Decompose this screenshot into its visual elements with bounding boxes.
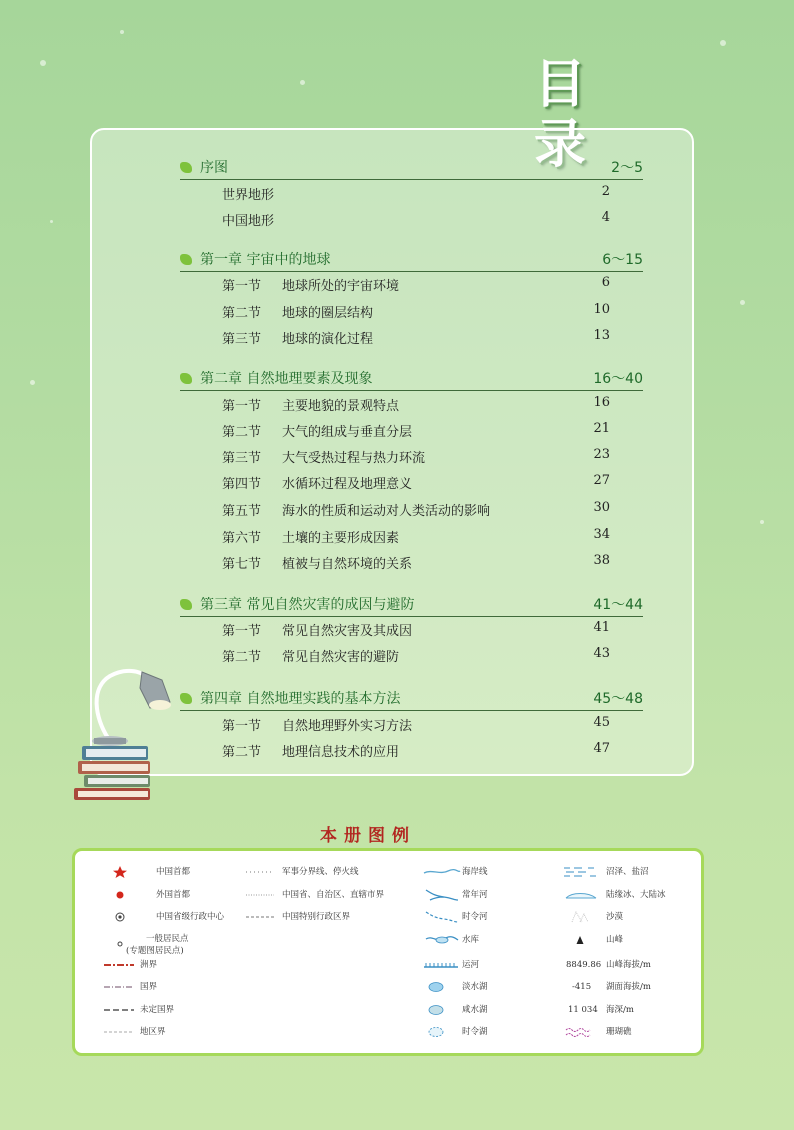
legend-label: 中国首都 (156, 867, 191, 877)
light-dashed-line-icon (100, 1025, 144, 1039)
leaf-bullet-icon (180, 254, 192, 265)
toc-chapter-1[interactable] (180, 247, 643, 272)
entry-title: 中国地形 (222, 214, 275, 229)
freshwater-lake-icon (422, 980, 466, 994)
legend-label: 运河 (462, 960, 480, 970)
chapter-title: 第一章 宇宙中的地球 (200, 252, 331, 268)
legend-item-reservoir (422, 932, 572, 948)
entry-title: 地球的演化过程 (282, 332, 374, 347)
legend-label: 水库 (462, 935, 480, 945)
legend-label: 珊瑚礁 (606, 1027, 632, 1037)
entry-title: 大气的组成与垂直分层 (282, 425, 413, 440)
entry-title: 土壤的主要形成因素 (282, 531, 400, 546)
legend-label: 军事分界线、停火线 (282, 867, 359, 877)
red-star-icon (100, 865, 144, 879)
toc-entry[interactable] (222, 275, 610, 295)
toc-entry[interactable] (222, 553, 610, 573)
toc-entry[interactable] (222, 395, 610, 415)
legend-item-perennial-river (422, 887, 572, 903)
legend-label: 淡水湖 (462, 982, 488, 992)
toc-entry[interactable] (222, 302, 610, 322)
entry-section: 第七节 (222, 557, 262, 572)
entry-section: 第二节 (222, 306, 262, 321)
entry-section: 第一节 (222, 719, 262, 734)
leaf-bullet-icon (180, 373, 192, 384)
toc-entry[interactable] (222, 184, 610, 204)
toc-entry[interactable] (222, 210, 610, 230)
legend-item-peak (562, 932, 712, 948)
entry-title: 自然地理野外实习方法 (282, 719, 413, 734)
entry-section: 第三节 (222, 451, 262, 466)
chapter-title: 第二章 自然地理要素及现象 (200, 371, 373, 387)
legend-label: 沙漠 (606, 912, 624, 922)
chapter-pages: 41～44 (593, 597, 643, 613)
canal-icon (422, 958, 466, 972)
legend-item-seasonal-river (422, 909, 572, 925)
legend-item-sar-boundary (244, 909, 414, 925)
entry-page: 27 (593, 473, 610, 488)
ice-icon (562, 888, 606, 902)
legend-label: 海深/m (606, 1005, 634, 1015)
background-sparkle (720, 40, 726, 46)
legend-label-secondary: (专题图居民点) (126, 946, 184, 956)
entry-title: 水循环过程及地理意义 (282, 477, 413, 492)
legend-label: 咸水湖 (462, 1005, 488, 1015)
leaf-bullet-icon (180, 599, 192, 610)
toc-entry[interactable] (222, 620, 610, 640)
toc-chapter-3[interactable] (180, 592, 643, 617)
legend-item-provincial-boundary (244, 887, 414, 903)
toc-chapter-0[interactable] (180, 155, 643, 180)
chapter-pages: 45～48 (593, 691, 643, 707)
background-sparkle (50, 220, 53, 223)
legend-label: 洲界 (140, 960, 158, 970)
legend-label: 外国首都 (156, 890, 191, 900)
entry-page: 13 (593, 328, 610, 343)
legend-item-settlement (100, 931, 250, 959)
legend-item-coral-reef (562, 1024, 712, 1040)
entry-section: 第五节 (222, 504, 262, 519)
toc-entry[interactable] (222, 421, 610, 441)
legend-value: 8849.86 (566, 960, 602, 970)
toc-entry[interactable] (222, 500, 610, 520)
entry-section: 第六节 (222, 531, 262, 546)
entry-section: 第二节 (222, 425, 262, 440)
entry-title: 植被与自然环境的关系 (282, 557, 413, 572)
circled-dot-icon (100, 910, 144, 924)
toc-entry[interactable] (222, 527, 610, 547)
legend-label: 中国省级行政中心 (156, 912, 225, 922)
legend-label: 海岸线 (462, 867, 488, 877)
dash-dot-line-icon (100, 980, 144, 994)
entry-page: 21 (593, 421, 610, 436)
saltwater-lake-icon (422, 1003, 466, 1017)
background-sparkle (120, 30, 124, 34)
entry-page: 16 (593, 395, 610, 410)
legend-item-marsh (562, 864, 712, 880)
legend-label: 山峰 (606, 935, 624, 945)
entry-page: 4 (601, 210, 610, 225)
background-sparkle (300, 80, 305, 85)
entry-section: 第二节 (222, 650, 262, 665)
entry-section: 第一节 (222, 624, 262, 639)
legend-item-capital-foreign (100, 887, 250, 903)
legend-item-desert (562, 909, 712, 925)
legend-item-seasonal-lake (422, 1024, 572, 1040)
entry-page: 30 (593, 500, 610, 515)
toc-entry[interactable] (222, 473, 610, 493)
legend-label: 湖面海拔/m (606, 982, 651, 992)
legend-item-continent-boundary (100, 957, 250, 973)
legend-item-national-boundary (100, 979, 250, 995)
marsh-icon (562, 865, 606, 879)
legend-label: 山峰海拔/m (606, 960, 651, 970)
entry-section: 第一节 (222, 399, 262, 414)
page-title: 目 录 (534, 55, 619, 175)
reservoir-icon (422, 933, 466, 947)
chapter-pages: 2～5 (611, 160, 643, 176)
entry-title: 常见自然灾害及其成因 (282, 624, 413, 639)
entry-section: 第一节 (222, 279, 262, 294)
legend-label: 一般居民点 (146, 934, 189, 944)
seasonal-lake-icon (422, 1025, 466, 1039)
red-dot-icon (100, 888, 144, 902)
legend-label: 国界 (140, 982, 158, 992)
legend-item-lake-elevation (562, 979, 712, 995)
entry-title: 海水的性质和运动对人类活动的影响 (282, 504, 491, 519)
background-sparkle (40, 60, 46, 66)
entry-title: 世界地形 (222, 188, 275, 203)
toc-chapter-2[interactable] (180, 366, 643, 391)
background-sparkle (760, 520, 764, 524)
entry-page: 6 (601, 275, 610, 290)
coral-reef-icon (562, 1025, 606, 1039)
toc-entry[interactable] (222, 741, 610, 761)
entry-section: 第四节 (222, 477, 262, 492)
legend-item-sea-depth (562, 1002, 712, 1018)
dash-dot-red-line-icon (100, 958, 144, 972)
legend-label: 中国特别行政区界 (282, 912, 351, 922)
chapter-title: 序图 (200, 160, 228, 176)
toc-entry[interactable] (222, 646, 610, 666)
legend-item-capital-china (100, 864, 250, 880)
chapter-pages: 16～40 (593, 371, 643, 387)
entry-page: 43 (593, 646, 610, 661)
leaf-bullet-icon (180, 162, 192, 173)
chapter-title: 第四章 自然地理实践的基本方法 (200, 691, 401, 707)
chapter-pages: 6～15 (602, 252, 643, 268)
entry-title: 常见自然灾害的避防 (282, 650, 400, 665)
entry-page: 41 (593, 620, 610, 635)
entry-page: 38 (593, 553, 610, 568)
entry-section: 第三节 (222, 332, 262, 347)
legend-label: 沼泽、盐沼 (606, 867, 649, 877)
entry-title: 主要地貌的景观特点 (282, 399, 400, 414)
legend-item-peak-elevation (562, 957, 712, 973)
legend-item-ice (562, 887, 712, 903)
dashed-line-icon (100, 1003, 144, 1017)
legend-title: 本册图例 (320, 826, 416, 846)
entry-page: 23 (593, 447, 610, 462)
entry-page: 47 (593, 741, 610, 756)
entry-title: 地球的圈层结构 (282, 306, 374, 321)
entry-page: 10 (593, 302, 610, 317)
perennial-river-icon (422, 888, 466, 902)
entry-title: 大气受热过程与热力环流 (282, 451, 426, 466)
legend-item-provincial-center (100, 909, 250, 925)
leaf-bullet-icon (180, 693, 192, 704)
toc-chapter-4[interactable] (180, 686, 643, 711)
legend-label: 陆缘冰、大陆冰 (606, 890, 666, 900)
legend-label: 中国省、自治区、直辖市界 (282, 890, 385, 900)
legend-label: 时令湖 (462, 1027, 488, 1037)
legend-label: 常年河 (462, 890, 488, 900)
background-sparkle (740, 300, 745, 305)
entry-page: 45 (593, 715, 610, 730)
entry-page: 2 (601, 184, 610, 199)
legend-item-freshwater-lake (422, 979, 572, 995)
entry-title: 地球所处的宇宙环境 (282, 279, 400, 294)
entry-section: 第二节 (222, 745, 262, 760)
chapter-title: 第三章 常见自然灾害的成因与避防 (200, 597, 415, 613)
legend-label: 地区界 (140, 1027, 166, 1037)
toc-entry[interactable] (222, 715, 610, 735)
toc-entry[interactable] (222, 447, 610, 467)
desert-icon (562, 910, 606, 924)
entry-page: 34 (593, 527, 610, 542)
legend-item-saltwater-lake (422, 1002, 572, 1018)
legend-item-coastline (422, 864, 572, 880)
legend-item-canal (422, 957, 572, 973)
coastline-icon (422, 865, 466, 879)
lamp-and-books-illustration (70, 658, 180, 803)
legend-item-military-line (244, 864, 414, 880)
legend-value: -415 (572, 982, 592, 992)
legend-item-region-boundary (100, 1024, 250, 1040)
peak-icon (562, 933, 606, 947)
legend-label: 未定国界 (140, 1005, 175, 1015)
legend-item-undefined-boundary (100, 1002, 250, 1018)
legend-value: 11 034 (568, 1005, 598, 1015)
toc-entry[interactable] (222, 328, 610, 348)
background-sparkle (30, 380, 35, 385)
seasonal-river-icon (422, 910, 466, 924)
legend-label: 时令河 (462, 912, 488, 922)
entry-title: 地理信息技术的应用 (282, 745, 400, 760)
